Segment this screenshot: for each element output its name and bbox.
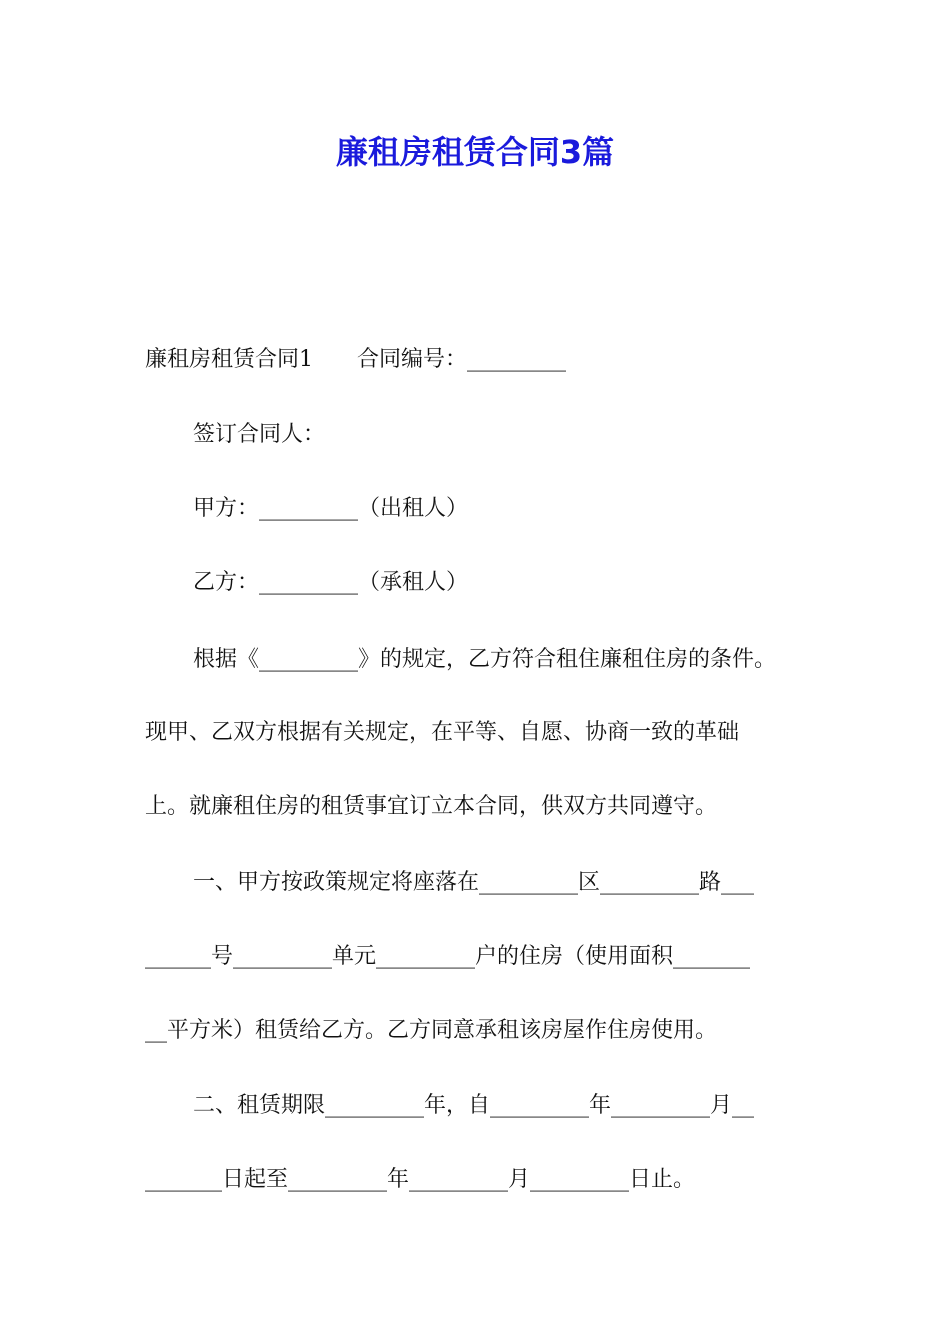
paragraph-line: 上。就廉租住房的租赁事宜订立本合同，供双方共同遵守。 [145, 794, 718, 819]
paragraph-line: 现甲、乙双方根据有关规定，在平等、自愿、协商一致的革础 [145, 720, 740, 745]
clause-one-line: __平方米）租赁给乙方。乙方同意承租该房屋作住房使用。 [145, 1018, 718, 1043]
party-b-line: 乙方：_________（承租人） [193, 570, 469, 595]
paragraph-line: 根据《_________》的规定，乙方符合租住廉租住房的条件。 [193, 647, 777, 672]
signatories-label: 签订合同人： [193, 422, 326, 447]
clause-two-line: _______日起至_________年_________月_________日止。 [145, 1167, 696, 1192]
clause-two-line: 二、租赁期限_________年，自_________年_________月__ [193, 1093, 755, 1118]
clause-one-line: ______号_________单元_________户的住房（使用面积_______ [145, 944, 751, 969]
contract-heading-line: 廉租房租赁合同1 合同编号：_________ [145, 347, 566, 372]
document-title: 廉租房租赁合同3篇 [335, 133, 615, 171]
party-a-line: 甲方：_________（出租人） [193, 496, 469, 521]
clause-one-line: 一、甲方按政策规定将座落在_________区_________路___ [193, 870, 755, 895]
